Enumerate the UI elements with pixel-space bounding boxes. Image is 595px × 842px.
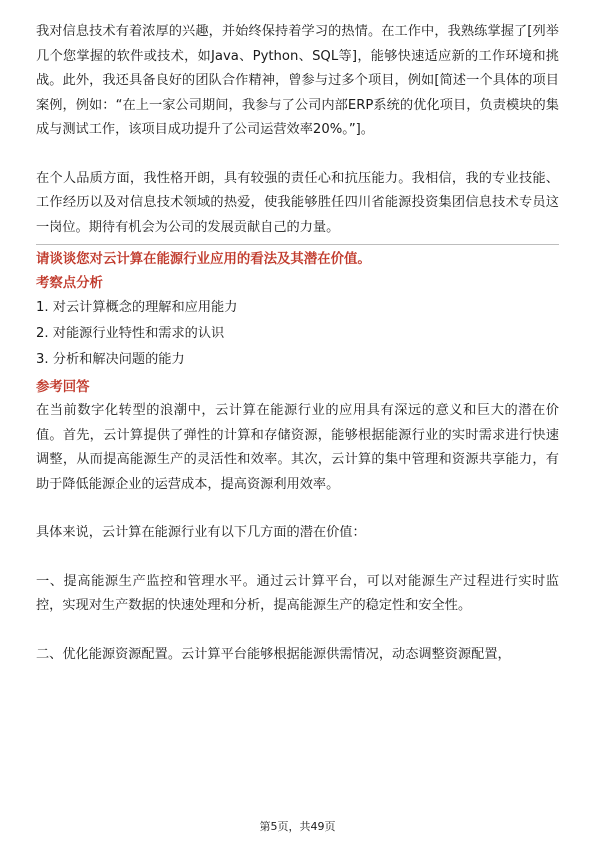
document-page [36,20,559,667]
list-item: 1. 对云计算概念的理解和应用能力 [36,300,238,315]
analysis-title: 考察点分析 [36,276,103,291]
list-item: 3. 分析和解决问题的能力 [36,352,185,367]
page-number: 第5页，共49页 [259,820,336,833]
answer-paragraph-2: 具体来说，云计算在能源行业有以下几方面的潜在价值： [36,525,366,540]
answer-paragraph-3: 一、提高能源生产监控和管理水平。通过云计算平台，可以对能源生产过程进行实时监控，实现对生产数据的快速处理和分析，提高能源生产的稳定性和安全性。 [36,573,559,613]
intro-paragraph-2: 在个人品质方面，我性格开朗，具有较强的责任心和抗压能力。我相信，我的专业技能、工作经历以及对信息技术领域的热爱，使我能够胜任四川省能源投资集团信息技术专员这一岗位。期待有机会为公司的发展贡献自己的力量。 [36,170,559,235]
answer-paragraph-4: 二、优化能源资源配置。云计算平台能够根据能源供需情况，动态调整资源配置， [36,646,511,662]
section-divider [36,244,559,245]
answer-title: 参考回答 [36,380,90,395]
intro-paragraph-1: 我对信息技术有着浓厚的兴趣，并始终保持着学习的热情。在工作中，我熟练掌握了[列举几个您掌握的软件或技术，如Java、Python、SQL等]，能够快速适应新的工作环境和挑战。此外，我还具备良好的团队合作精神，曾参与过多个项目，例如[简述一个具体的项目案例，例如：“在上一家公司期间，我参与了公司内部ERP系统的优化项目，负责模块的集成与测试工作，该项目成功提升了公司运营效率20%。”]。 [36,24,559,137]
question-heading: 请谈谈您对云计算在能源行业应用的看法及其潜在价值。 [36,252,371,267]
answer-paragraph-1: 在当前数字化转型的浪潮中，云计算在能源行业的应用具有深远的意义和巨大的潜在价值。首先，云计算提供了弹性的计算和存储资源，能够根据能源行业的实时需求进行快速调整，从而提高能源生产的灵活性和效率。其次，云计算的集中管理和资源共享能力，有助于降低能源企业的运营成本，提高资源利用效率。 [36,403,559,492]
analysis-list [36,295,559,373]
list-item: 2. 对能源行业特性和需求的认识 [36,326,225,341]
